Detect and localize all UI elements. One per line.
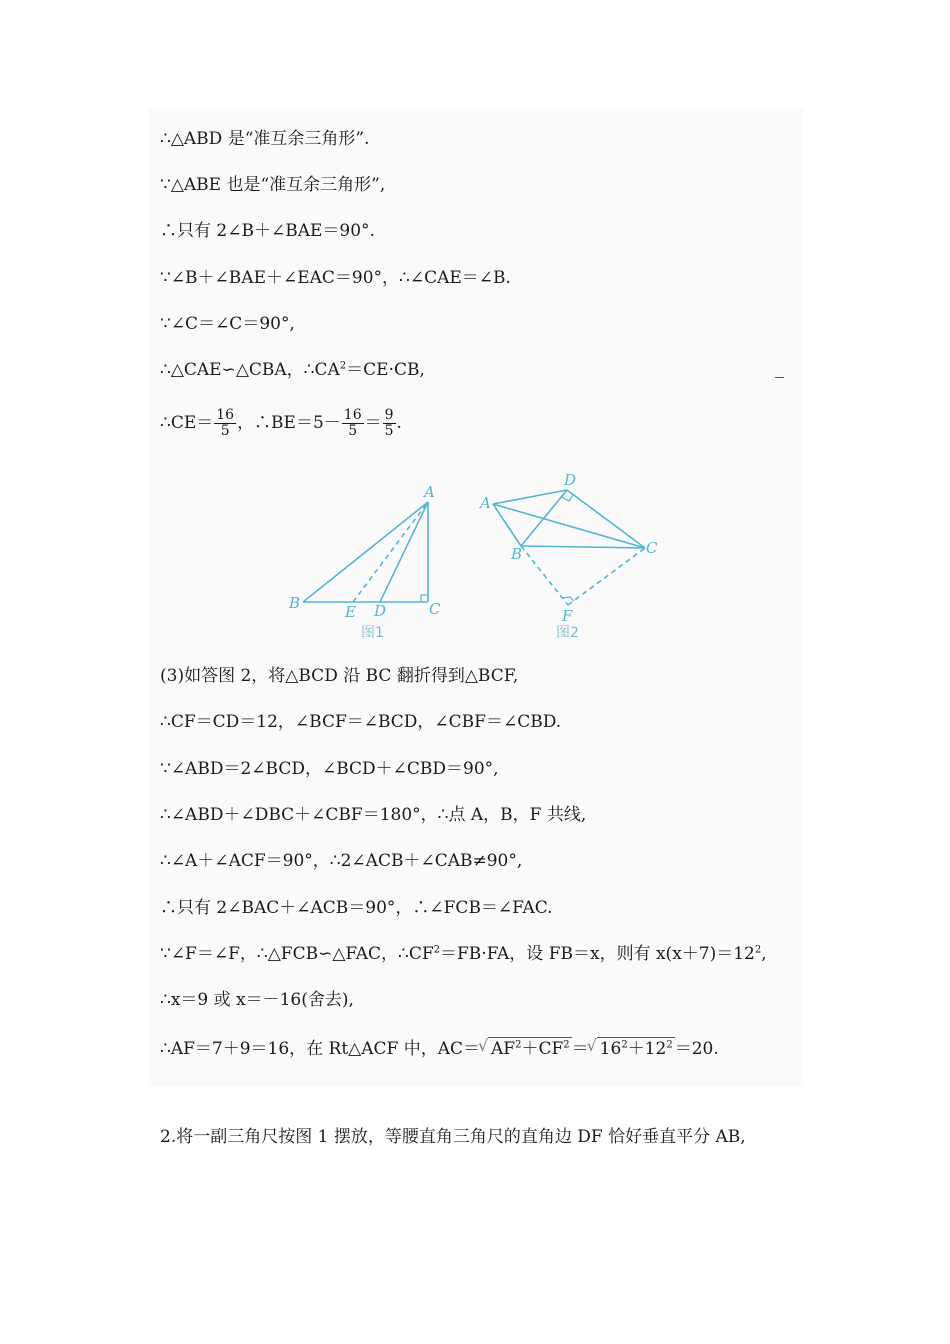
superscript: 2 <box>563 1039 570 1051</box>
text-line-12: ∴∠A＋∠ACF＝90°，∴2∠ACB＋∠CAB≠90°, <box>160 851 523 871</box>
text-seg: ＝ <box>571 1039 589 1059</box>
superscript: 2 <box>621 1039 628 1051</box>
right-angle-mark-D <box>562 495 573 501</box>
text-seg: ∴△CAE∽△CBA，∴CA <box>160 360 340 380</box>
label-B2: B <box>511 545 523 563</box>
label-F2: F <box>562 607 573 625</box>
segment-AD <box>493 490 567 504</box>
segment-AC <box>493 504 645 548</box>
segment-FC-dashed <box>568 548 645 605</box>
radicand-seg: AF <box>491 1039 516 1059</box>
fraction <box>383 408 396 439</box>
radicand-seg: ＋12 <box>627 1039 667 1059</box>
text-seg: . <box>396 413 402 433</box>
text-seg: ∵∠F＝∠F，∴△FCB∽△FAC，∴CF <box>160 944 434 964</box>
numerator: 16 <box>216 407 235 423</box>
text-seg: ∴CE＝ <box>160 413 214 433</box>
text-line-10: ∵∠ABD＝2∠BCD，∠BCD＋∠CBD＝90°, <box>160 759 499 779</box>
text-line-13: ∴只有 2∠BAC＋∠ACB＝90°，∴∠FCB＝∠FAC. <box>160 898 553 918</box>
superscript: 2 <box>666 1039 673 1051</box>
radicand-seg: 16 <box>599 1039 622 1059</box>
text-line-7 <box>160 408 402 439</box>
right-angle-mark <box>421 595 428 602</box>
text-seg: ＝FB·FA，设 FB＝x，则有 x(x＋7)＝12 <box>440 944 755 964</box>
label-C2: C <box>646 539 658 557</box>
numerator: 16 <box>343 407 362 423</box>
text-seg: , <box>761 944 767 964</box>
text-seg: ＝CE·CB, <box>346 360 425 380</box>
text-line-11: ∴∠ABD＋∠DBC＋∠CBF＝180°，∴点 A，B，F 共线, <box>160 805 587 825</box>
label-C1: C <box>429 600 441 618</box>
fraction <box>342 408 364 439</box>
text-line-2: ∵△ABE 也是“准互余三角形”, <box>160 175 386 195</box>
superscript: 2 <box>339 360 347 372</box>
figure-1 <box>303 502 428 602</box>
segment-BD <box>521 490 567 546</box>
radicand-seg: ＋CF <box>521 1039 564 1059</box>
text-line-3: ∴只有 2∠B＋∠BAE＝90°. <box>160 221 375 241</box>
superscript: 2 <box>515 1039 522 1051</box>
text-seg: ∴AF＝7＋9＝16，在 Rt△ACF 中，AC＝ <box>160 1039 481 1059</box>
denominator: 5 <box>384 423 394 439</box>
geometry-figure <box>283 466 661 644</box>
label-D2: D <box>564 471 577 489</box>
denominator: 5 <box>220 423 230 439</box>
segment-BF-dashed <box>521 546 568 605</box>
fraction <box>214 408 236 439</box>
text-line-4: ∵∠B＋∠BAE＋∠EAC＝90°，∴∠CAE＝∠B. <box>160 268 511 288</box>
text-line-6 <box>160 359 425 381</box>
text-seg: ＝ <box>364 413 382 433</box>
text-line-8: (3)如答图 2，将△BCD 沿 BC 翻折得到△BCF, <box>160 666 519 686</box>
segment-BA <box>303 502 428 602</box>
text-line-5: ∵∠C＝∠C＝90°, <box>160 314 295 334</box>
caption-fig2: 图2 <box>556 625 579 641</box>
stray-mark <box>775 377 784 378</box>
text-seg: ＝20. <box>674 1039 719 1059</box>
label-A1: A <box>424 483 435 501</box>
segment-BC <box>521 546 645 548</box>
label-D1: D <box>374 602 387 620</box>
text-line-15: ∴x＝9 或 x＝－16(舍去), <box>160 990 354 1010</box>
text-line-16 <box>160 1037 719 1060</box>
text-line-1: ∴△ABD 是“准互余三角形”. <box>160 129 370 149</box>
square-root <box>597 1037 675 1060</box>
right-angle-mark-F <box>563 597 574 601</box>
segment-AD <box>380 502 428 602</box>
square-root <box>488 1037 572 1060</box>
denominator: 5 <box>348 423 358 439</box>
text-line-14 <box>160 943 767 965</box>
caption-fig1: 图1 <box>361 625 384 641</box>
figure-svg <box>283 466 661 644</box>
label-B1: B <box>289 594 301 612</box>
numerator: 9 <box>384 407 394 423</box>
superscript: 2 <box>754 944 762 956</box>
label-E1: E <box>345 603 356 621</box>
superscript: 2 <box>433 944 440 956</box>
label-A2: A <box>480 494 491 512</box>
text-line-17: 2.将一副三角尺按图 1 摆放，等腰直角三角尺的直角边 DF 恰好垂直平分 AB, <box>160 1127 746 1147</box>
segment-DC <box>567 490 645 548</box>
text-seg: ，∴BE＝5－ <box>237 413 341 433</box>
text-line-9: ∴CF＝CD＝12，∠BCF＝∠BCD，∠CBF＝∠CBD. <box>160 712 562 732</box>
